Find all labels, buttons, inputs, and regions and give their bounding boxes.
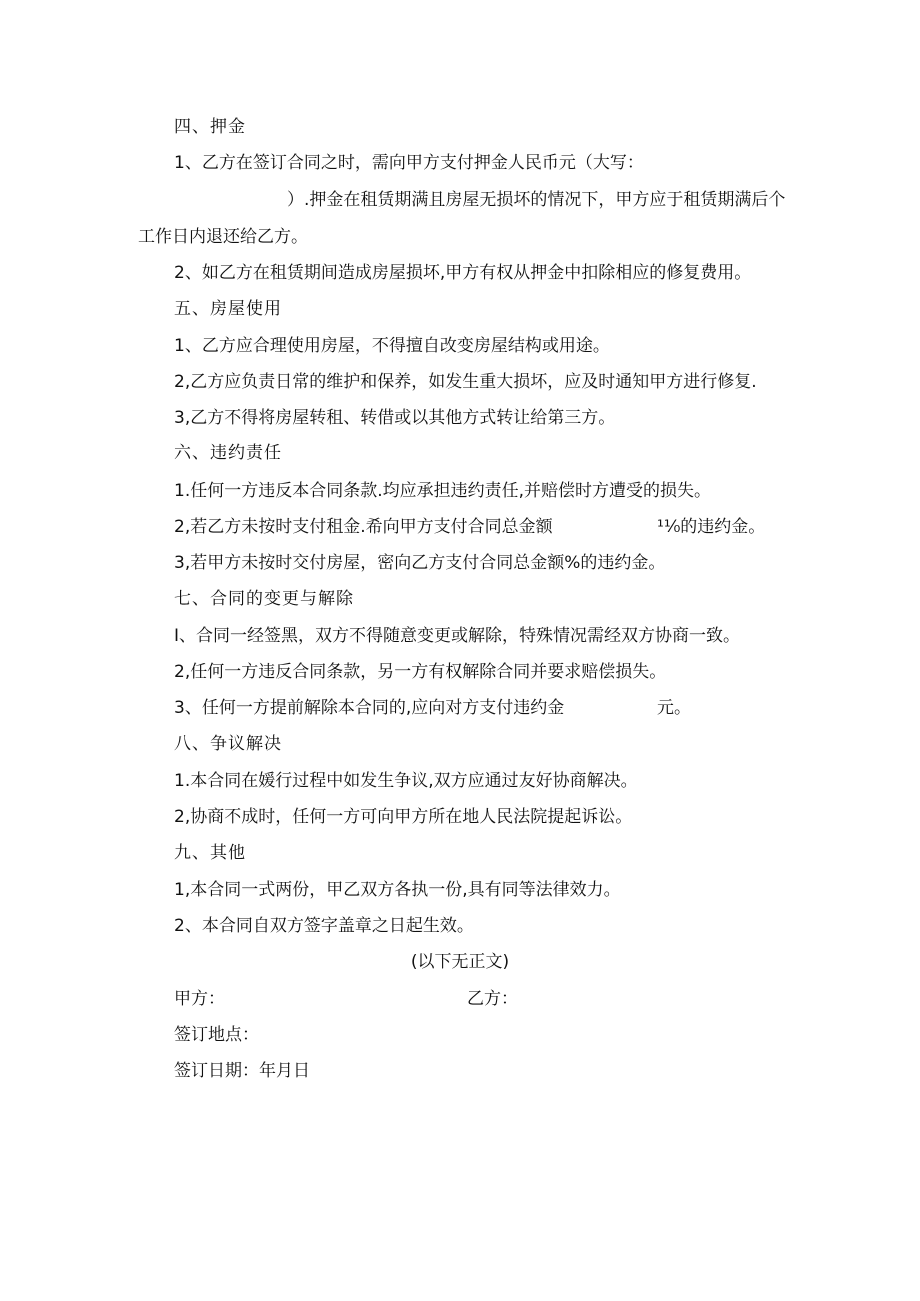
section-heading-other: 九、其他 (174, 843, 246, 863)
deposit-item-1-line-2: ）.押金在租赁期满且房屋无损坏的情况下，甲方应于租赁期满后个 (287, 190, 786, 210)
dispute-item-1: 1.本合同在媛行过程中如发生争议,双方应通过友好协商解决。 (174, 771, 638, 791)
deposit-item-1-line-3: 工作日内退还给乙方。 (138, 227, 308, 247)
change-item-1: I、合同一经签黑，双方不得随意变更或解除，特殊情况需经双方协商一致。 (174, 626, 741, 646)
party-a-label: 甲方： (174, 989, 225, 1009)
section-heading-deposit: 四、押金 (174, 117, 246, 137)
end-of-text-note: (以下无正文) (410, 952, 510, 972)
party-b-label: 乙方： (467, 989, 518, 1009)
liability-item-3: 3,若甲方未按时交付房屋，密向乙方支付合同总金额%的违约金。 (174, 553, 666, 573)
section-heading-usage: 五、房屋使用 (174, 299, 282, 319)
change-item-3-right: 元。 (657, 698, 691, 718)
deposit-item-1-line-1: 1、乙方在签订合同之时，需向甲方支付押金人民币元（大写： (174, 153, 644, 173)
other-item-2: 2、本合同自双方签字盖章之日起生效。 (174, 916, 474, 936)
usage-item-2: 2,乙方应负责日常的维护和保养，如发生重大损坏，应及时通知甲方进行修复. (174, 372, 757, 392)
other-item-1: 1,本合同一式两份，甲乙双方各执一份,具有同等法律效力。 (174, 880, 621, 900)
change-item-3-left: 3、任何一方提前解除本合同的,应向对方支付违约金 (174, 698, 565, 718)
change-item-2: 2,任何一方违反合同条款，另一方有权解除合同并要求赔偿损失。 (174, 662, 667, 682)
signing-place-label: 签订地点： (174, 1025, 259, 1045)
liability-item-2-left: 2,若乙方未按时支付租金.希向甲方支付合同总金额 (174, 517, 553, 537)
usage-item-3: 3,乙方不得将房屋转租、转借或以其他方式转让给第三方。 (174, 408, 616, 428)
usage-item-1: 1、乙方应合理使用房屋，不得擅自改变房屋结构或用途。 (174, 336, 610, 356)
liability-item-2-right: ¹¹⁄₀的违约金。 (657, 517, 766, 537)
dispute-item-2: 2,协商不成时，任何一方可向甲方所在地人民法院提起诉讼。 (174, 807, 633, 827)
section-heading-change: 七、合同的变更与解除 (174, 589, 354, 609)
section-heading-liability: 六、违约责任 (174, 443, 282, 463)
section-heading-dispute: 八、争议解决 (174, 734, 282, 754)
deposit-item-2: 2、如乙方在租赁期间造成房屋损坏,甲方有权从押金中扣除相应的修复费用。 (174, 263, 752, 283)
liability-item-1: 1.任何一方违反本合同条款.均应承担违约责任,并赔偿时方遭受的损失。 (174, 481, 712, 501)
signing-date-label: 签订日期：年月日 (174, 1061, 310, 1081)
